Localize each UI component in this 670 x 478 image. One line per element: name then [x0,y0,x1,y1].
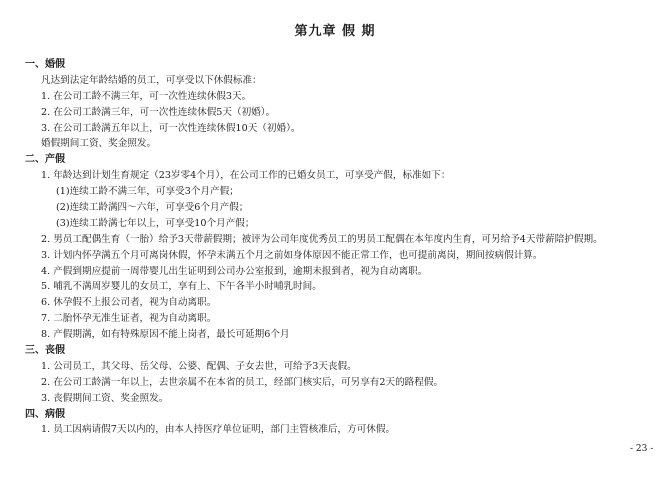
section-heading-marriage-leave: 一、婚假 [25,59,65,70]
list-item: 1. 在公司工龄不满三年，可一次性连续休假3天。 [41,90,252,102]
section-heading-maternity-leave: 二、产假 [25,154,65,166]
paragraph: 凡达到法定年龄结婚的员工，可享受以下休假标准： [41,74,262,86]
section-heading-bereavement-leave: 三、丧假 [25,345,65,357]
list-item: 7. 二胎怀孕无准生证者，视为自动离职。 [41,313,217,325]
list-item: 2. 在公司工龄满一年以上，去世亲属不在本省的员工，经部门核实后，可另享有2天的路程假。 [41,376,444,388]
list-item: 1. 公司员工，其父母、岳父母、公婆、配偶、子女去世，可给予3天丧假。 [41,360,357,372]
list-item: 5. 哺乳不满周岁婴儿的女员工，享有上、下午各半小时哺乳时间。 [41,281,322,293]
sub-list-item: (1)连续工龄不满三年，可享受3个月产假； [56,186,239,198]
sub-list-item: (2)连续工龄满四～六年，可享受6个月产假； [56,202,249,214]
list-item: 4. 产假到期应提前一周带婴儿出生证明到公司办公室报到，逾期未报到者，视为自动离职。 [41,265,428,277]
list-item: 2. 在公司工龄满三年，可一次性连续休假5天（初婚）。 [41,106,276,118]
list-item: 1. 年龄达到计划生育规定（23岁零4个月），在公司工作的已婚女员工，可享受产假，标准如下： [41,170,451,182]
list-item: 3. 丧假期间工资、奖金照发。 [41,392,169,404]
list-item: 6. 休孕假不上报公司者，视为自动离职。 [41,297,217,309]
list-item: 3. 在公司工龄满五年以上，可一次性连续休假10天（初婚）。 [41,122,301,134]
section-heading-sick-leave: 四、病假 [25,408,65,420]
document-body [25,57,655,438]
paragraph: 婚假期间工资、奖金照发。 [41,138,157,150]
list-item: 8. 产假期满，如有特殊原因不能上岗者，最长可延期6个月 [41,329,290,341]
page-number: - 23 - [630,444,654,454]
list-item: 2. 男员工配偶生育（一胎）给予3天带薪假期；被评为公司年度优秀员工的男员工配偶在本年度内生育，可另给予4天带薪陪护假期。 [41,233,603,245]
chapter-title: 第九章 假 期 [294,24,376,39]
sub-list-item: (3)连续工龄满七年以上，可享受10个月产假； [56,217,255,229]
list-item: 3. 计划内怀孕满五个月可离岗休假，怀孕未满五个月之前如身体原因不能正常工作，也可提前离岗，期间按病假计算。 [41,249,543,261]
list-item: 1. 员工因病请假7天以内的，由本人持医疗单位证明，部门主管核准后，方可休假。 [41,424,396,436]
